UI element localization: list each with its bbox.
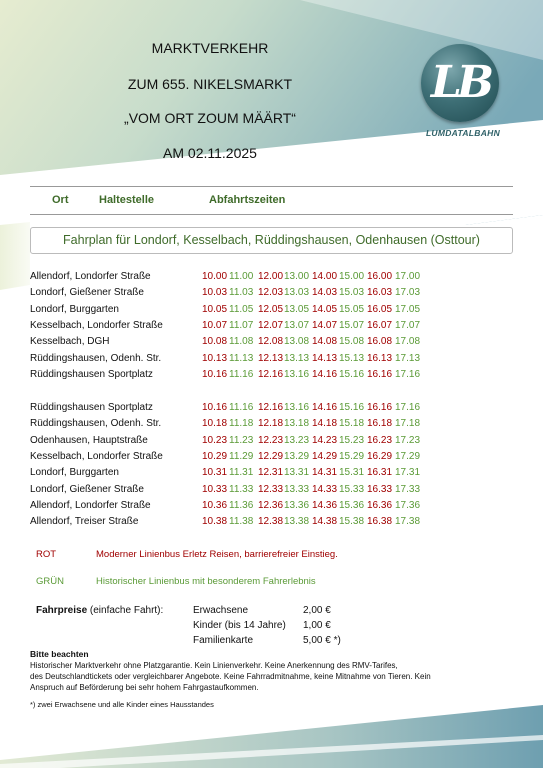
timetable-row bbox=[30, 516, 513, 532]
departure-time: 16.16 bbox=[367, 368, 393, 380]
departure-time: 16.31 bbox=[367, 467, 393, 479]
departure-time: 12.07 bbox=[258, 319, 284, 331]
departure-time: 12.03 bbox=[258, 287, 284, 299]
notes-line: Historischer Marktverkehr ohne Platzgarantie. Kein Linienverkehr. Keine Anerkennung des RMV-Tarifes, bbox=[30, 661, 398, 670]
departure-time: 12.00 bbox=[258, 271, 284, 282]
timetable-row bbox=[30, 418, 513, 434]
departure-time: 17.36 bbox=[395, 499, 421, 511]
departure-time: 16.05 bbox=[367, 303, 393, 315]
notes-line: des Deutschlandtickets oder vergleichbarer Angebote. Keine Fahrradmitnahme, keine Mitnahme von Tieren. Kein bbox=[30, 672, 431, 681]
departure-time: 12.18 bbox=[258, 418, 284, 430]
stop-name: Kesselbach, DGH bbox=[30, 336, 110, 348]
departure-time: 11.05 bbox=[229, 303, 254, 315]
departure-time: 17.16 bbox=[395, 368, 421, 380]
departure-time: 13.38 bbox=[284, 516, 310, 528]
departure-time: 10.29 bbox=[202, 450, 228, 462]
column-haltestelle: Haltestelle bbox=[99, 194, 155, 206]
departure-time: 11.33 bbox=[229, 483, 254, 495]
departure-time: 15.29 bbox=[339, 450, 365, 462]
departure-time: 10.36 bbox=[202, 499, 228, 511]
logo-name: LUMDATALBAHN bbox=[425, 128, 501, 138]
stop-name: Londorf, Burggarten bbox=[30, 303, 119, 315]
timetable-row bbox=[30, 271, 513, 287]
logo-mark: LB bbox=[421, 44, 499, 122]
departure-time: 15.31 bbox=[339, 467, 365, 479]
departure-time: 10.31 bbox=[202, 467, 228, 479]
stop-name: Kesselbach, Londorfer Straße bbox=[30, 450, 163, 462]
departure-time: 13.31 bbox=[284, 467, 310, 479]
title-text: MARKTVERKEHR bbox=[151, 40, 269, 56]
departure-time: 16.00 bbox=[367, 271, 393, 282]
departure-time: 16.38 bbox=[367, 516, 393, 528]
departure-time: 17.08 bbox=[395, 336, 421, 348]
departure-time: 14.31 bbox=[312, 467, 338, 479]
departure-time: 12.36 bbox=[258, 499, 284, 511]
departure-time: 16.03 bbox=[367, 287, 393, 299]
departure-time: 15.23 bbox=[339, 434, 365, 446]
departure-time: 14.33 bbox=[312, 483, 338, 495]
departure-time: 13.16 bbox=[284, 402, 310, 413]
departure-time: 15.08 bbox=[339, 336, 365, 348]
departure-time: 13.13 bbox=[284, 352, 310, 364]
departure-time: 11.36 bbox=[229, 499, 254, 511]
departure-time: 11.03 bbox=[229, 287, 254, 299]
departure-time: 14.16 bbox=[312, 368, 338, 380]
fare-name: Kinder (bis 14 Jahre) bbox=[193, 620, 286, 631]
date-text: AM 02.11.2025 bbox=[163, 145, 257, 161]
departure-time: 13.05 bbox=[284, 303, 310, 315]
departure-time: 15.36 bbox=[339, 499, 365, 511]
departure-time: 16.29 bbox=[367, 450, 393, 462]
stop-name: Allendorf, Londorfer Straße bbox=[30, 499, 151, 511]
departure-time: 12.23 bbox=[258, 434, 284, 446]
departure-time: 13.00 bbox=[284, 271, 310, 282]
departure-time: 14.00 bbox=[312, 271, 338, 282]
stop-name: Londorf, Gießener Straße bbox=[30, 287, 144, 299]
departure-time: 15.16 bbox=[339, 402, 365, 413]
departure-time: 14.36 bbox=[312, 499, 338, 511]
departure-time: 13.33 bbox=[284, 483, 310, 495]
departure-time: 14.18 bbox=[312, 418, 338, 430]
departure-time: 15.07 bbox=[339, 319, 365, 331]
timetable-row bbox=[30, 287, 513, 303]
departure-time: 10.05 bbox=[202, 303, 228, 315]
departure-time: 11.29 bbox=[229, 450, 254, 462]
legend-rot-label: ROT bbox=[36, 549, 57, 560]
departure-time: 16.33 bbox=[367, 483, 393, 495]
stop-name: Allendorf, Londorfer Straße bbox=[30, 271, 151, 282]
timetable-row bbox=[30, 304, 513, 320]
column-header bbox=[30, 186, 513, 215]
departure-time: 16.07 bbox=[367, 319, 393, 331]
departure-time: 12.33 bbox=[258, 483, 284, 495]
departure-time: 10.13 bbox=[202, 352, 228, 364]
title-line-2 bbox=[30, 76, 390, 94]
departure-time: 13.18 bbox=[284, 418, 310, 430]
departure-time: 12.08 bbox=[258, 336, 284, 348]
departure-time: 15.03 bbox=[339, 287, 365, 299]
departure-time: 16.08 bbox=[367, 336, 393, 348]
departure-time: 13.36 bbox=[284, 499, 310, 511]
fare-price: 5,00 € *) bbox=[303, 635, 341, 646]
stop-name: Rüddingshausen, Odenh. Str. bbox=[30, 418, 162, 430]
motto-text: „VOM ORT ZOUM MÄÄRT“ bbox=[124, 110, 296, 126]
departure-time: 11.08 bbox=[229, 336, 254, 348]
departure-time: 17.23 bbox=[395, 434, 421, 446]
departure-time: 15.38 bbox=[339, 516, 365, 528]
legend-gruen-text: Historischer Linienbus mit besonderem Fahrerlebnis bbox=[96, 576, 316, 587]
departure-time: 14.16 bbox=[312, 402, 338, 413]
departure-time: 12.31 bbox=[258, 467, 284, 479]
timetable-row bbox=[30, 467, 513, 483]
stop-name: Rüddingshausen Sportplatz bbox=[30, 402, 153, 413]
departure-time: 14.23 bbox=[312, 434, 338, 446]
departure-time: 10.08 bbox=[202, 336, 228, 348]
stop-name: Kesselbach, Londorfer Straße bbox=[30, 319, 163, 331]
departure-time: 11.23 bbox=[229, 434, 254, 446]
departure-time: 14.05 bbox=[312, 303, 338, 315]
fare-name: Erwachsene bbox=[193, 605, 249, 616]
stop-name: Odenhausen, Hauptstraße bbox=[30, 434, 148, 446]
stop-name: Londorf, Gießener Straße bbox=[30, 483, 144, 495]
notes-line: Anspruch auf Beförderung bei sehr hohem Fahrgastaufkommen. bbox=[30, 683, 259, 692]
departure-time: 11.38 bbox=[229, 516, 254, 528]
departure-time: 11.16 bbox=[229, 402, 254, 413]
departure-time: 11.00 bbox=[229, 271, 254, 282]
legend-rot-text: Moderner Linienbus Erletz Reisen, barrierefreier Einstieg. bbox=[96, 549, 338, 560]
timetable-row bbox=[30, 484, 513, 500]
notes-footnote: *) zwei Erwachsene und alle Kinder eines Hausstandes bbox=[30, 700, 214, 709]
departure-time: 12.05 bbox=[258, 303, 284, 315]
departure-time: 11.18 bbox=[229, 418, 254, 430]
timetable-row bbox=[30, 435, 513, 451]
fare-name: Familienkarte bbox=[193, 635, 254, 646]
departure-time: 16.36 bbox=[367, 499, 393, 511]
timetable-row bbox=[30, 451, 513, 467]
timetable-row bbox=[30, 320, 513, 336]
departure-time: 17.29 bbox=[395, 450, 421, 462]
fare-price: 2,00 € bbox=[303, 605, 331, 616]
departure-time: 10.16 bbox=[202, 368, 228, 380]
departure-time: 10.23 bbox=[202, 434, 228, 446]
departure-time: 16.23 bbox=[367, 434, 393, 446]
title-line-1 bbox=[30, 40, 390, 58]
departure-time: 16.16 bbox=[367, 402, 393, 413]
timetable-row bbox=[30, 369, 513, 385]
departure-time: 17.07 bbox=[395, 319, 421, 331]
departure-time: 15.00 bbox=[339, 271, 365, 282]
departure-time: 10.38 bbox=[202, 516, 228, 528]
stop-name: Rüddingshausen, Odenh. Str. bbox=[30, 352, 162, 364]
departure-time: 17.13 bbox=[395, 352, 421, 364]
departure-time: 15.16 bbox=[339, 368, 365, 380]
departure-time: 12.13 bbox=[258, 352, 284, 364]
departure-time: 17.16 bbox=[395, 402, 421, 413]
departure-time: 14.13 bbox=[312, 352, 338, 364]
departure-time: 14.03 bbox=[312, 287, 338, 299]
departure-time: 17.33 bbox=[395, 483, 421, 495]
title-line-3 bbox=[30, 110, 390, 128]
timetable-row bbox=[30, 336, 513, 352]
stop-name: Rüddingshausen Sportplatz bbox=[30, 368, 153, 380]
departure-time: 11.31 bbox=[229, 467, 254, 479]
departure-time: 11.16 bbox=[229, 368, 254, 380]
fare-price: 1,00 € bbox=[303, 620, 331, 631]
departure-time: 13.08 bbox=[284, 336, 310, 348]
departure-time: 14.07 bbox=[312, 319, 338, 331]
departure-time: 13.29 bbox=[284, 450, 310, 462]
departure-time: 17.03 bbox=[395, 287, 421, 299]
departure-time: 14.38 bbox=[312, 516, 338, 528]
fares-label bbox=[36, 605, 163, 616]
departure-time: 17.31 bbox=[395, 467, 421, 479]
timetable-row bbox=[30, 402, 513, 418]
fares-label-rest: (einfache Fahrt): bbox=[87, 605, 164, 616]
departure-time: 11.07 bbox=[229, 319, 254, 331]
departure-time: 14.29 bbox=[312, 450, 338, 462]
departure-time: 12.29 bbox=[258, 450, 284, 462]
subtitle-text: ZUM 655. NIKELSMARKT bbox=[127, 76, 293, 92]
departure-time: 12.16 bbox=[258, 402, 284, 413]
departure-time: 10.16 bbox=[202, 402, 228, 413]
departure-time: 10.18 bbox=[202, 418, 228, 430]
fares-label-bold: Fahrpreise bbox=[36, 605, 88, 616]
departure-time: 16.13 bbox=[367, 352, 393, 364]
legend-gruen-label: GRÜN bbox=[36, 576, 64, 587]
notes-title: Bitte beachten bbox=[30, 649, 89, 659]
departure-time: 13.16 bbox=[284, 368, 310, 380]
route-banner: Fahrplan für Londorf, Kesselbach, Rüddingshausen, Odenhausen (Osttour) bbox=[30, 227, 513, 254]
departure-time: 13.23 bbox=[284, 434, 310, 446]
departure-time: 17.18 bbox=[395, 418, 421, 430]
title-line-4 bbox=[30, 145, 390, 163]
departure-time: 13.07 bbox=[284, 319, 310, 331]
departure-time: 17.05 bbox=[395, 303, 421, 315]
departure-time: 16.18 bbox=[367, 418, 393, 430]
departure-time: 15.13 bbox=[339, 352, 365, 364]
departure-time: 15.33 bbox=[339, 483, 365, 495]
lumdatalbahn-logo bbox=[417, 44, 509, 142]
departure-time: 10.07 bbox=[202, 319, 228, 331]
timetable-row bbox=[30, 353, 513, 369]
stop-name: Allendorf, Treiser Straße bbox=[30, 516, 139, 528]
departure-time: 17.38 bbox=[395, 516, 421, 528]
departure-time: 10.03 bbox=[202, 287, 228, 299]
departure-time: 10.00 bbox=[202, 271, 228, 282]
departure-time: 12.38 bbox=[258, 516, 284, 528]
departure-time: 15.05 bbox=[339, 303, 365, 315]
column-ort: Ort bbox=[52, 194, 69, 206]
departure-time: 12.16 bbox=[258, 368, 284, 380]
column-abfahrt: Abfahrtszeiten bbox=[209, 194, 286, 206]
departure-time: 10.33 bbox=[202, 483, 228, 495]
departure-time: 15.18 bbox=[339, 418, 365, 430]
stop-name: Londorf, Burggarten bbox=[30, 467, 119, 479]
departure-time: 14.08 bbox=[312, 336, 338, 348]
departure-time: 11.13 bbox=[229, 352, 254, 364]
departure-time: 17.00 bbox=[395, 271, 421, 282]
timetable-row bbox=[30, 500, 513, 516]
departure-time: 13.03 bbox=[284, 287, 310, 299]
